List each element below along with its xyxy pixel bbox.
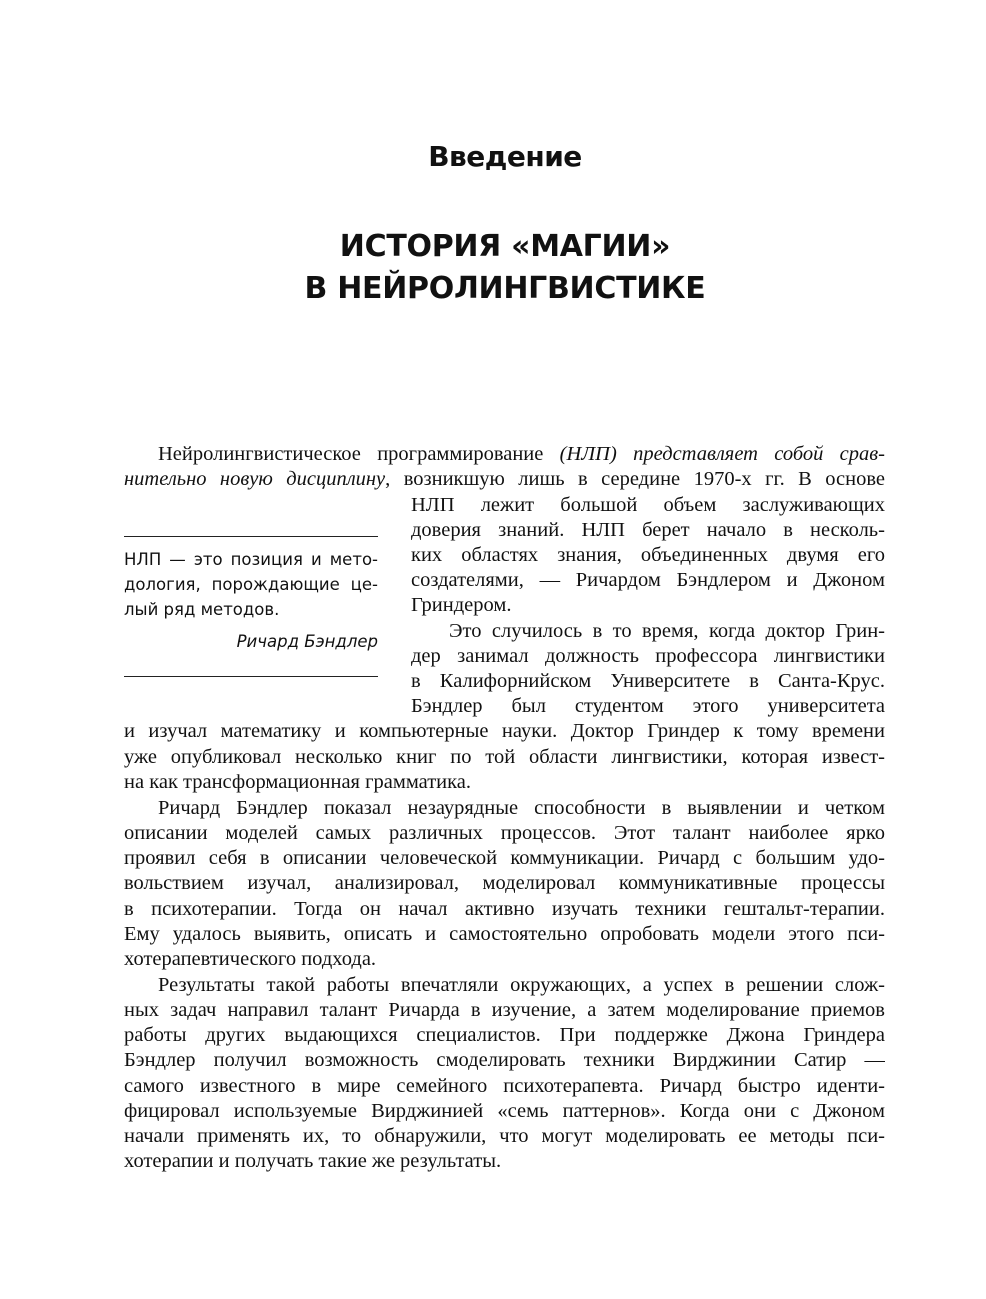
paragraph-1-line-2: нительно новую дисциплину, возникшую лишь в середине 1970-х гг. В основе [124, 468, 885, 490]
sidebar-quote-author: Ричард Бэндлер [236, 632, 378, 651]
paragraph-2-line-7: на как трансформационная грамматика. [124, 771, 472, 793]
paragraph-4-line-6: фицировал используемые Вирджинией «семь паттернов». Когда они с Джоном [124, 1100, 885, 1122]
sidebar-quote-line-1: НЛП — это позиция и мето- [124, 550, 378, 569]
paragraph-2-line-4: Бэндлер был студентом этого университета [411, 695, 885, 717]
sidebar-bottom-rule [124, 676, 378, 677]
paragraph-2-line-6: уже опубликовал несколько книг по той области лингвистики, которая извест- [124, 746, 885, 768]
paragraph-4-line-1: Результаты такой работы впечатляли окружающих, а успех в решении слож- [158, 974, 885, 996]
paragraph-4-line-7: начали применять их, то обнаружили, что могут моделировать ее методы пси- [124, 1125, 885, 1147]
paragraph-3-line-6: Ему удалось выявить, описать и самостоятельно опробовать модели этого пси- [124, 923, 885, 945]
paragraph-2-line-3: в Калифорнийском Университете в Санта-Крус. [411, 670, 885, 692]
paragraph-4-line-4: Бэндлер получил возможность смоделировать техники Вирджинии Сатир — [124, 1049, 885, 1071]
paragraph-2-line-1: Это случилось в то время, когда доктор Грин- [449, 620, 885, 642]
paragraph-1-line-3: НЛП лежит большой объем заслуживающих [411, 494, 885, 516]
paragraph-3-line-4: вольствием изучал, анализировал, моделировал коммуникативные процессы [124, 872, 885, 894]
sidebar-quote-line-3: лый ряд методов. [124, 600, 280, 619]
paragraph-2-line-5: и изучал математику и компьютерные науки. Доктор Гриндер к тому времени [124, 720, 885, 742]
paragraph-4-line-3: работы других выдающихся специалистов. При поддержке Джона Гриндера [124, 1024, 885, 1046]
paragraph-3-line-3: проявил себя в описании человеческой коммуникации. Ричард с большим удо- [124, 847, 885, 869]
paragraph-4-line-2: ных задач направил талант Ричарда в изучение, а затем моделирование приемов [124, 999, 885, 1021]
paragraph-4-line-8: хотерапии и получать такие же результаты. [124, 1150, 502, 1172]
paragraph-3-line-2: описании моделей самых различных процессов. Этот талант наиболее ярко [124, 822, 885, 844]
chapter-label: Введение [428, 140, 582, 173]
paragraph-1-line-6: создателями, — Ричардом Бэндлером и Джоном [411, 569, 885, 591]
sidebar-quote [124, 547, 378, 657]
chapter-title-line-1: ИСТОРИЯ «МАГИИ» [339, 229, 671, 264]
paragraph-4-line-5: самого известного в мире семейного психотерапевта. Ричард быстро иденти- [124, 1075, 885, 1097]
paragraph-1-line-7: Гриндером. [411, 594, 512, 616]
paragraph-1-line-5: ких областях знания, объединенных двумя его [411, 544, 885, 566]
paragraph-1-line-4: доверия знаний. НЛП берет начало в несколь- [411, 519, 885, 541]
paragraph-1-line-1: Нейролингвистическое программирование (НЛП) представляет собой срав- [158, 443, 885, 465]
paragraph-3-line-7: хотерапевтического подхода. [124, 948, 377, 970]
paragraph-3-line-5: в психотерапии. Тогда он начал активно изучать техники гештальт-терапии. [124, 898, 885, 920]
sidebar-top-rule [124, 536, 378, 537]
paragraph-2-line-2: дер занимал должность профессора лингвистики [411, 645, 885, 667]
sidebar-quote-line-2: дология, порождающие це- [124, 575, 378, 594]
chapter-title-line-2: В НЕЙРОЛИНГВИСТИКЕ [304, 271, 706, 306]
chapter-title [0, 226, 986, 310]
paragraph-3-line-1: Ричард Бэндлер показал незаурядные способности в выявлении и четком [158, 797, 885, 819]
